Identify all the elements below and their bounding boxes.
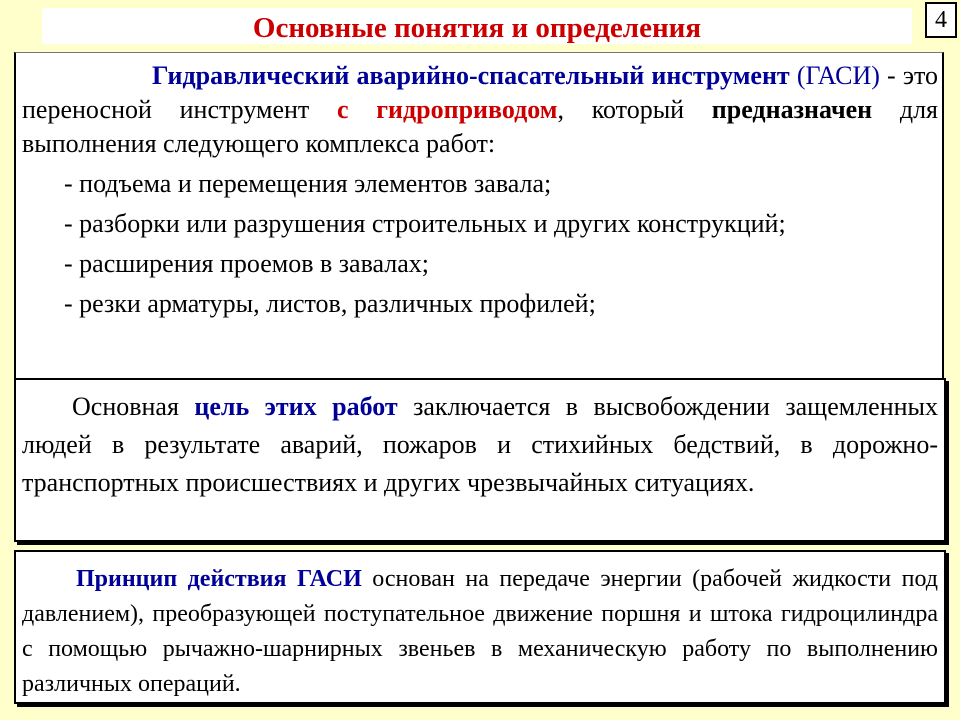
definition-abbr: (ГАСИ): [796, 61, 880, 90]
goal-box: [14, 378, 946, 542]
definition-text-2: , который: [557, 95, 712, 124]
definition-text-3: для выполнения следующего комплекса работ:: [22, 95, 939, 158]
definition-bold-word: предназначен: [711, 95, 873, 124]
page-title: Основные понятия и определения: [252, 12, 702, 44]
principle-box: [14, 550, 946, 704]
list-item: - разборки или разрушения строительных и других конструкций;: [64, 209, 786, 238]
goal-text-2: заключается в высвобождении защемленных людей в результате аварий, пожаров и стихийных бедствий, в дорожно-транспортных происшествиях и других чрезвычайных ситуациях.: [22, 392, 939, 497]
principle-highlight: Принцип действия ГАСИ: [76, 566, 362, 592]
definition-paragraph: [22, 59, 938, 161]
page-number: 4: [925, 2, 957, 38]
goal-text-1: Основная: [72, 392, 195, 421]
definition-term: Гидравлический аварийно-спасательный инструмент: [152, 61, 790, 90]
list-item: - расширения проемов в завалах;: [64, 249, 430, 278]
goal-highlight: цель этих работ: [194, 392, 398, 421]
definition-highlight: с гидроприводом: [336, 95, 558, 124]
title-bar: [42, 8, 912, 44]
principle-text: основан на передаче энергии (рабочей жидкости под давлением), преобразующей поступательное движение поршня и штока гидроцилиндра с помощью рычажно-шарнирных звеньев в механическую работу по выполнению различных операций.: [22, 566, 938, 697]
definition-text-1: - это переносной инструмент: [22, 61, 939, 124]
principle-paragraph: [22, 562, 938, 702]
list-item: - резки арматуры, листов, различных профилей;: [64, 289, 596, 318]
list-item: - подъема и перемещения элементов завала;: [64, 169, 552, 198]
goal-paragraph: [22, 388, 938, 502]
